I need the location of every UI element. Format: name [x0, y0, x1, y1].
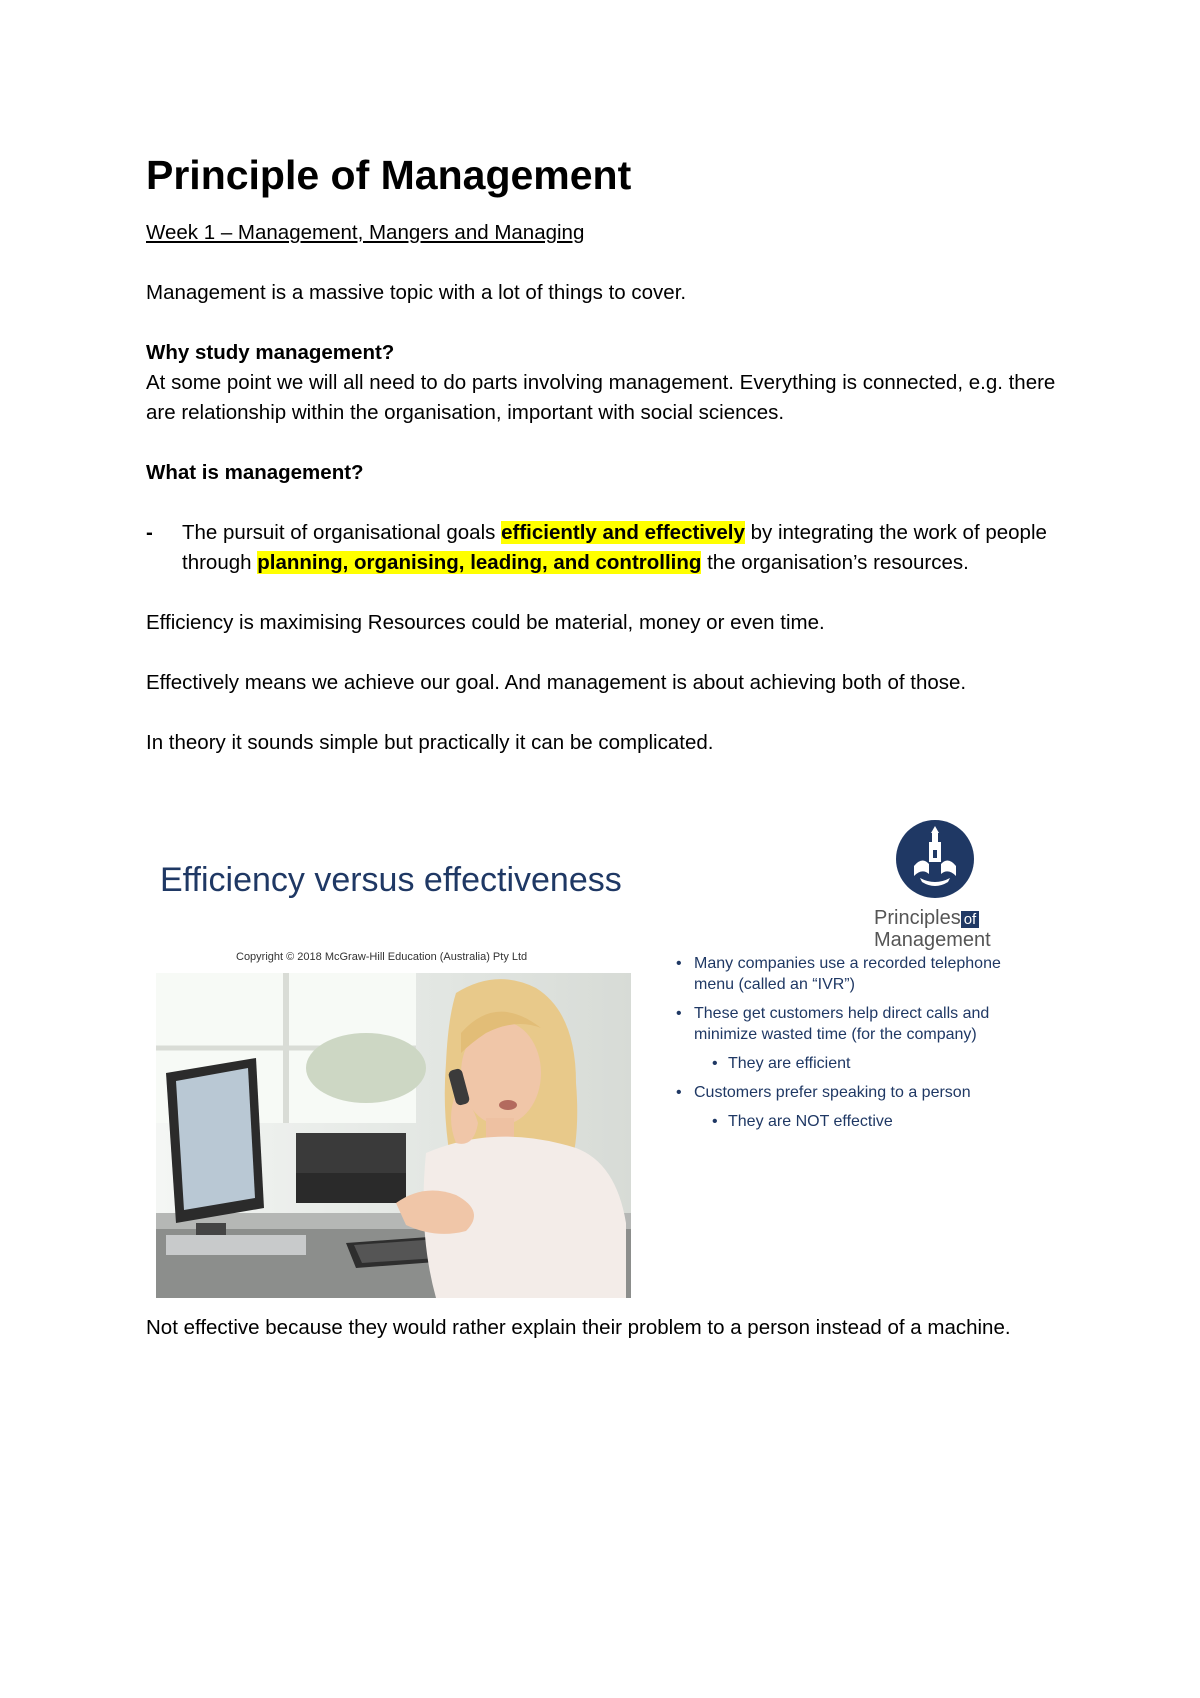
why-text: At some point we will all need to do parts involving management. Everything is connected, e.g. there are relationship within the organisation, important with social sciences. [146, 371, 1056, 424]
embedded-slide [146, 810, 1026, 1300]
definition-part1: The pursuit of organisational goals [182, 521, 502, 544]
definition-part3: the organisation’s resources. [701, 551, 969, 574]
highlight-functions: planning, organising, leading, and controlling [257, 551, 702, 574]
woman-on-phone-illustration [156, 973, 631, 1298]
document-body [146, 150, 1066, 788]
slide-bullets [676, 953, 1006, 1140]
logo-emblem-icon [896, 820, 974, 898]
intro-paragraph: Management is a massive topic with a lot of things to cover. [146, 281, 687, 304]
sub-bullet-not-effective: • They are NOT effective [676, 1111, 1006, 1132]
slide-copyright: Copyright © 2018 McGraw-Hill Education (Australia) Pty Ltd [236, 951, 528, 963]
dash-marker: - [146, 521, 153, 544]
bullet-prefer-person: • Customers prefer speaking to a person [676, 1082, 1006, 1103]
office-photo [156, 973, 631, 1298]
highlight-efficiently-effectively: efficiently and effectively [501, 521, 745, 544]
effectively-paragraph: Effectively means we achieve our goal. And management is about achieving both of those. [146, 671, 967, 694]
logo-word-management: Management [874, 929, 991, 951]
logo-wordmark [874, 908, 991, 950]
bullet-ivr: • Many companies use a recorded telephone menu (called an “IVR”) [676, 953, 1006, 995]
why-heading: Why study management? [146, 341, 395, 364]
why-section [146, 338, 1066, 428]
efficiency-paragraph: Efficiency is maximising Resources could be material, money or even time. [146, 611, 825, 634]
sub-bullet-efficient: • They are efficient [676, 1053, 1006, 1074]
week-subtitle: Week 1 – Management, Mangers and Managing [146, 221, 585, 244]
principles-logo [864, 820, 1004, 950]
slide-title: Efficiency versus effectiveness [160, 861, 622, 899]
conclusion-paragraph: Not effective because they would rather explain their problem to a person instead of a machine. [146, 1316, 1011, 1339]
definition-part2: by integrating the work of people through [182, 521, 1047, 574]
definition-item [146, 518, 1066, 578]
bullet-direct-calls: • These get customers help direct calls and minimize wasted time (for the company) [676, 1003, 1006, 1045]
what-heading: What is management? [146, 461, 364, 484]
theory-paragraph: In theory it sounds simple but practically it can be complicated. [146, 731, 714, 754]
logo-word-principles: Principles [874, 907, 961, 929]
document-title: Principle of Management [146, 152, 632, 198]
logo-word-of: of [961, 911, 980, 928]
